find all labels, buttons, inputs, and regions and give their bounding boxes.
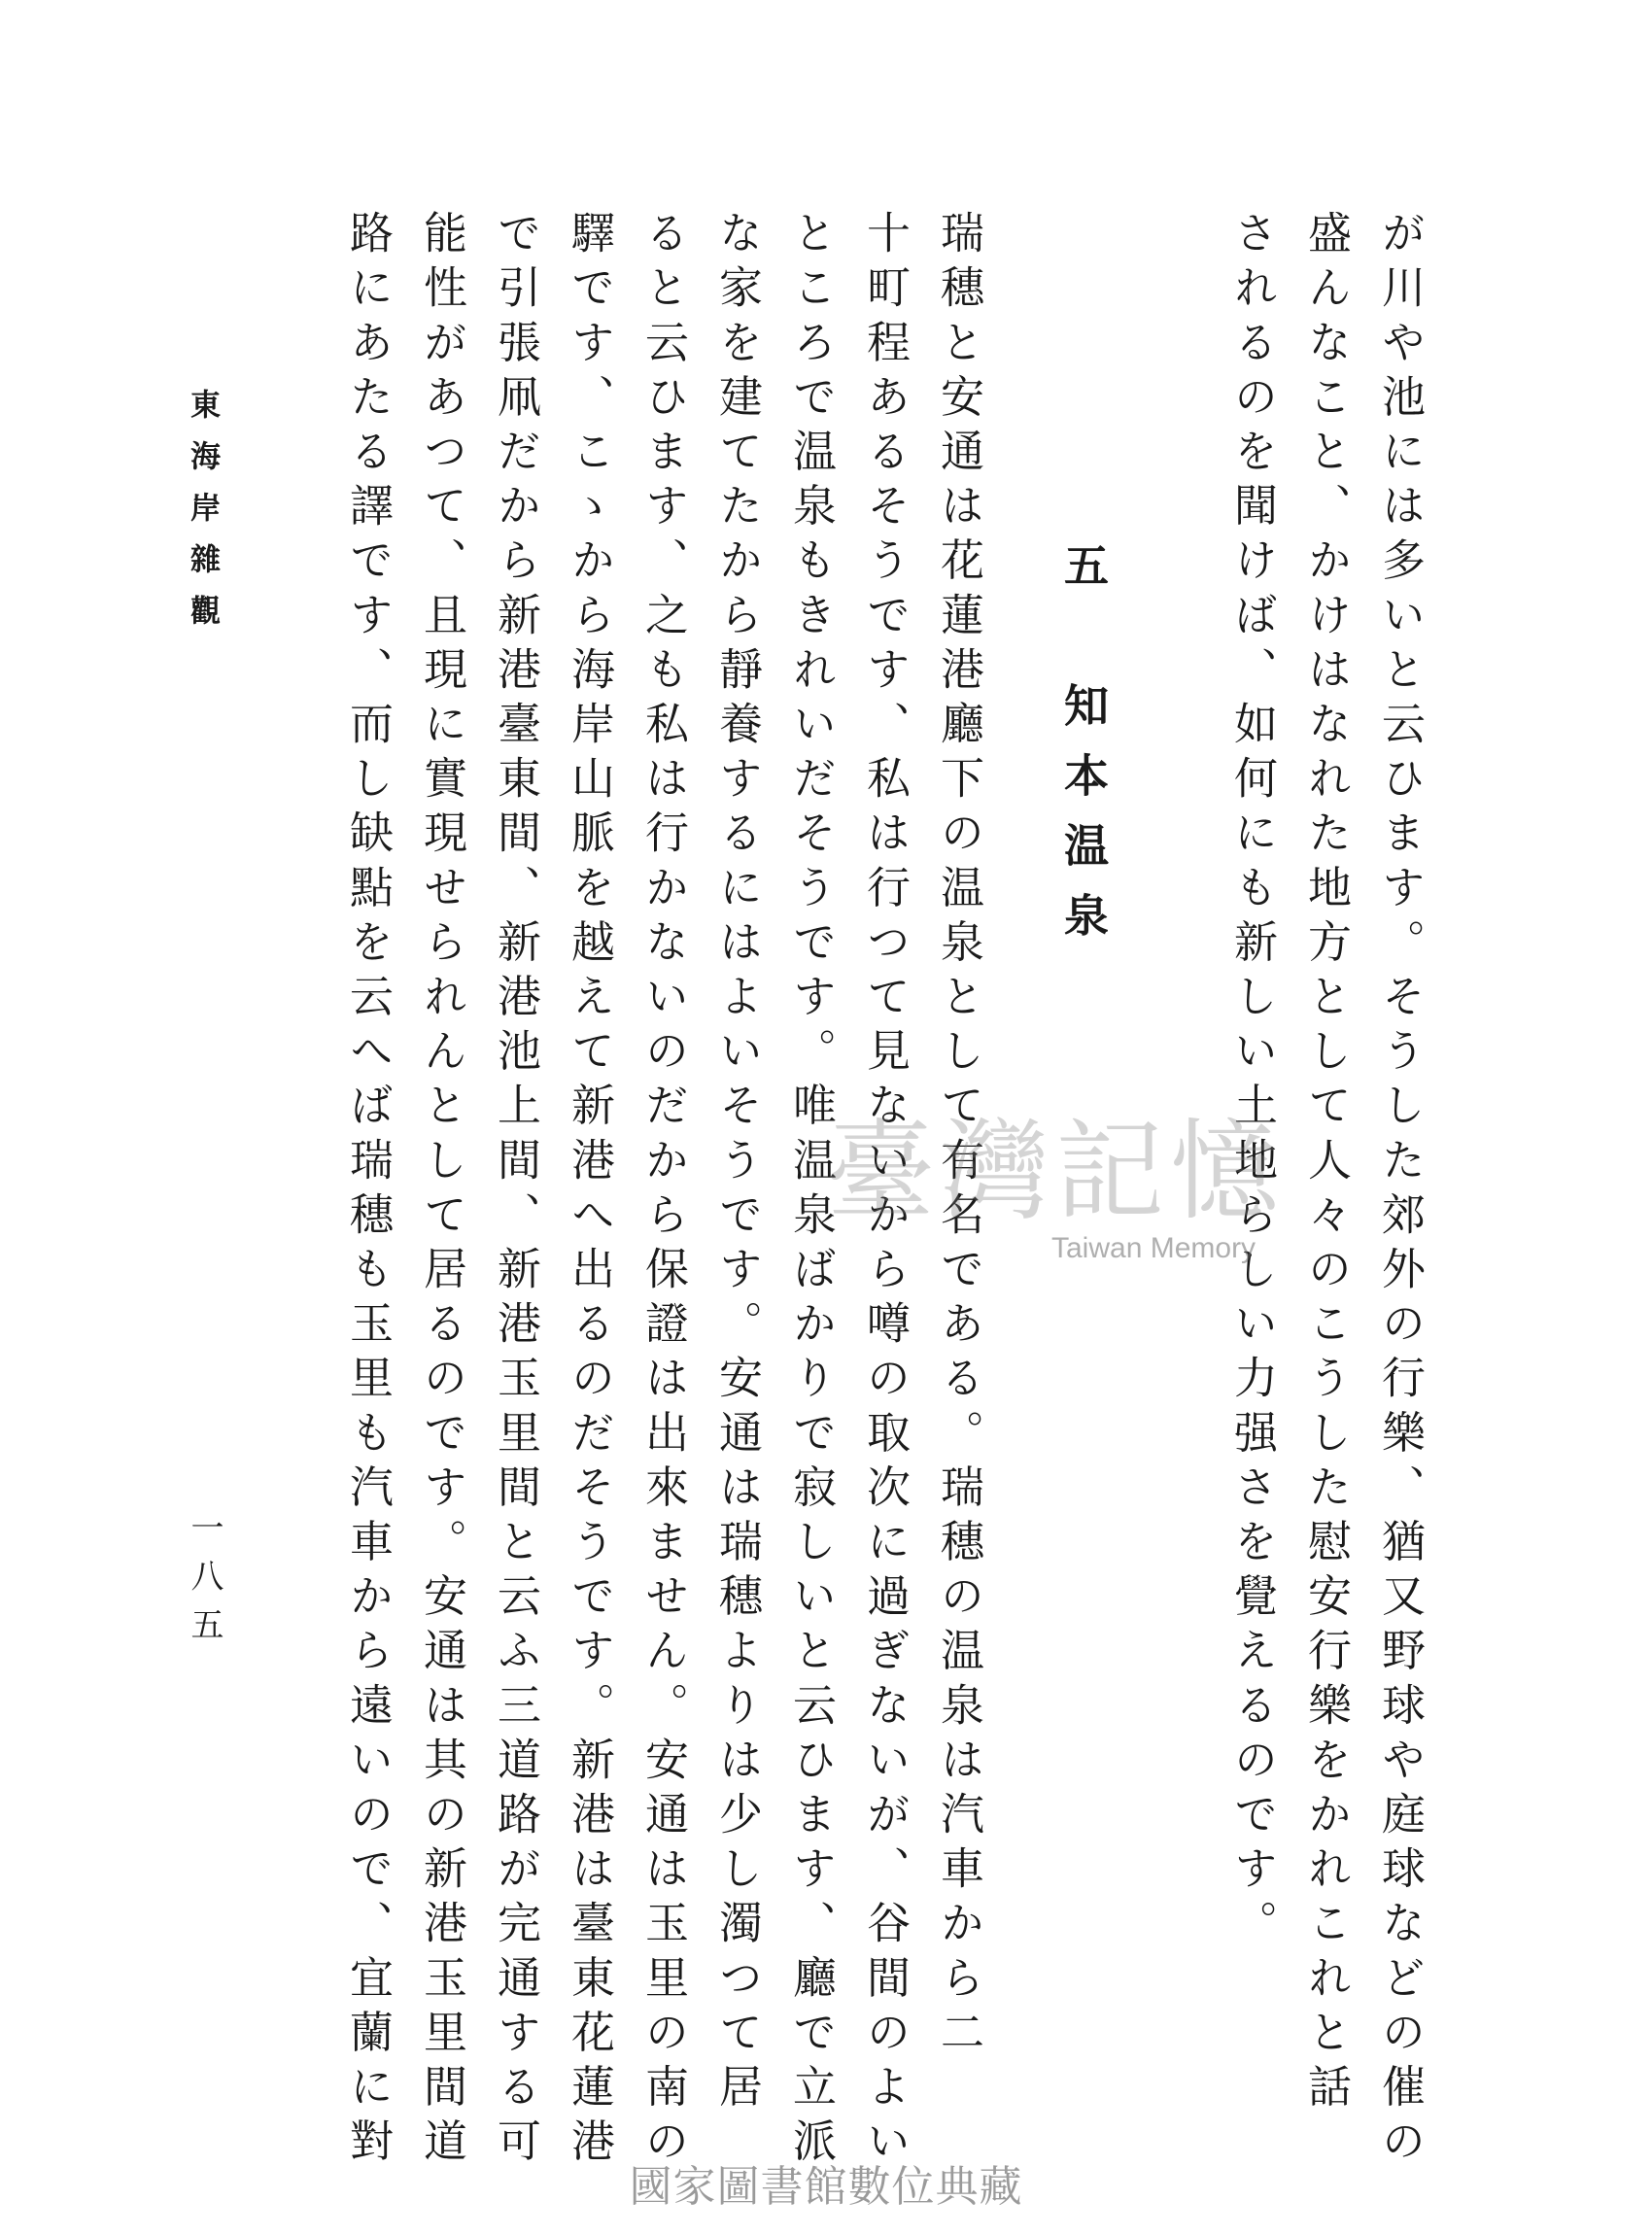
running-title: 東海岸雜觀: [185, 389, 220, 646]
section-heading: 五 知本温泉: [1057, 542, 1110, 962]
text-column: が川や池には多いと云ひます。そうした郊外の行樂、猶又野球や庭球などの催の: [1374, 210, 1426, 2173]
text-column: 驛です、こゝから海岸山脈を越えて新港へ出るのだそうです。新港は臺東花蓮港: [564, 210, 615, 2173]
watermark-english-text: Taiwan Memory: [1051, 1232, 1256, 1264]
text-column: 路にあたる譯です、而し缺點を云へば瑞穗も玉里も汽車から遠いので、宜蘭に對: [342, 210, 394, 2173]
text-column: 瑞穗と安通は花蓮港廳下の温泉として有名である。瑞穗の温泉は汽車から二: [933, 210, 984, 2064]
page-number: 一八五: [185, 1510, 224, 1656]
text-column: されるのを聞けば、如何にも新しい土地らしい力强さを覺えるのです。: [1226, 210, 1278, 1955]
text-column: ると云ひます、之も私は行かないのだから保證は出來ません。安通は玉里の南の: [637, 210, 689, 2173]
library-footer: 國家圖書館數位典藏: [629, 2162, 1023, 2212]
text-column: 十町程あるそうです、私は行つて見ないから噂の取次に過ぎないが、谷間のよい: [859, 210, 911, 2173]
text-column: な家を建てたから靜養するにはよいそうです。安通は瑞穗よりは少し濁つて居: [711, 210, 763, 2118]
text-column: ところで温泉もきれいだそうです。唯温泉ばかりで寂しいと云ひます、廳で立派: [785, 210, 837, 2173]
text-column: 能性があつて、且現に實現せられんとして居るのです。安通は其の新港玉里間道: [416, 210, 467, 2173]
text-column: で引張凧だから新港臺東間、新港池上間、新港玉里間と云ふ三道路が完通する可: [490, 210, 541, 2173]
text-column: 盛んなこと、かけはなれた地方として人々のこうした慰安行樂をかれこれと話: [1300, 210, 1352, 2118]
watermark-chinese-text: 臺灣記憶: [826, 1109, 1285, 1235]
